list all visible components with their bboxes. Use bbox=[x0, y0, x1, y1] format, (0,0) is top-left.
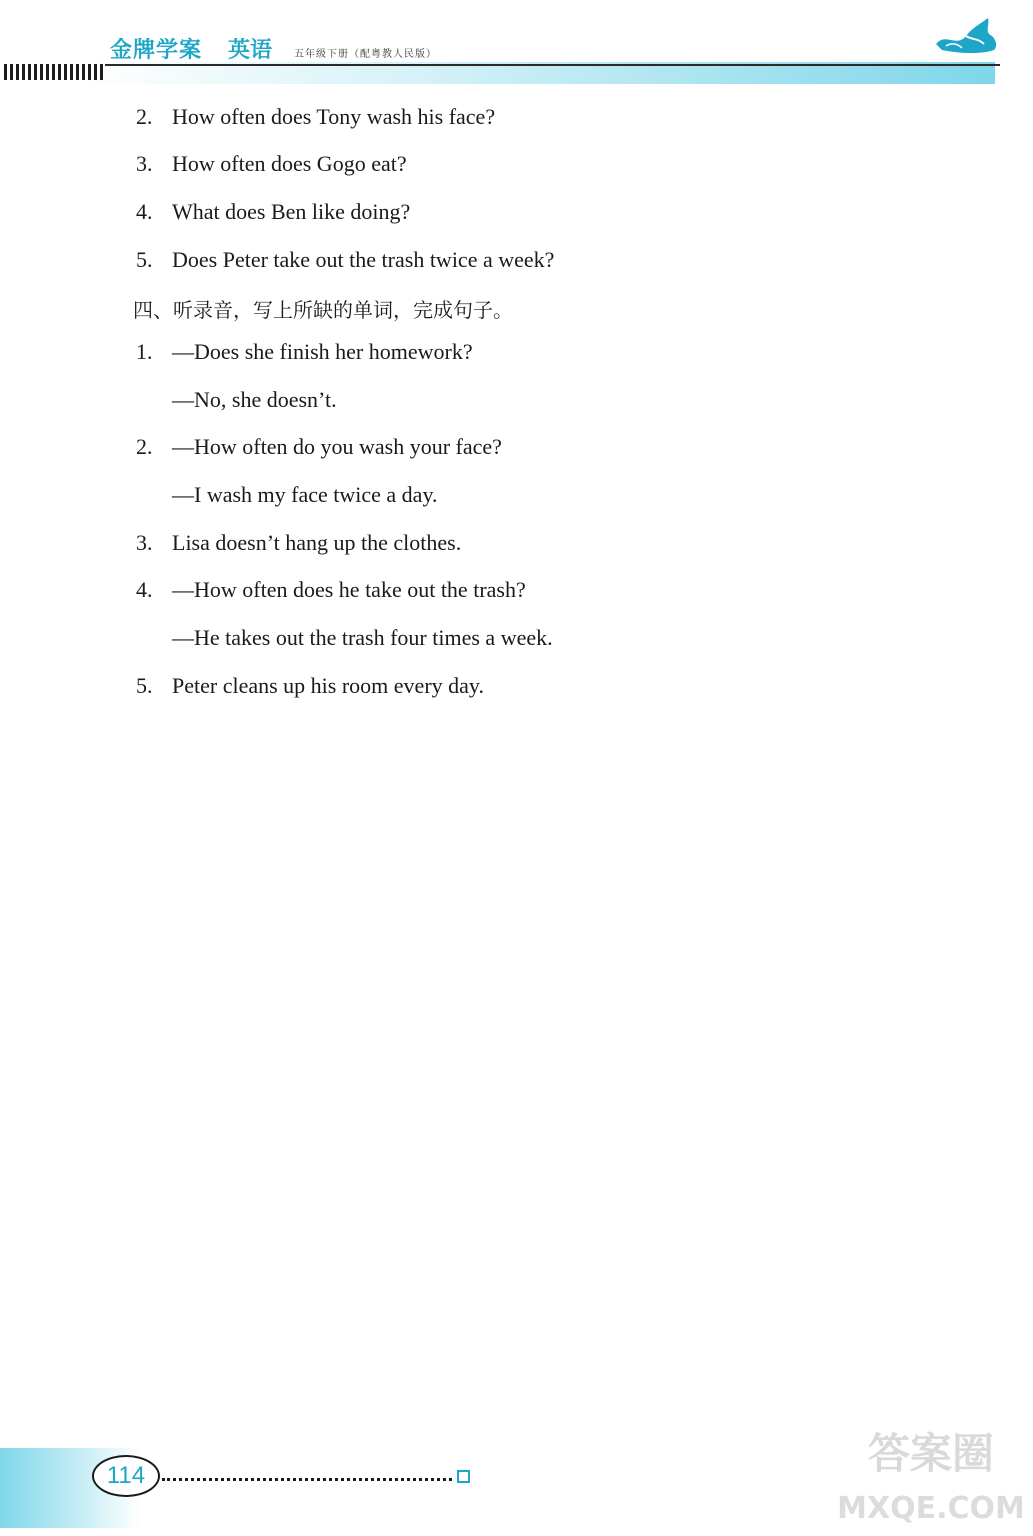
answer-line bbox=[136, 675, 484, 697]
answer-line bbox=[136, 627, 553, 649]
answer-number: 5. bbox=[136, 673, 153, 698]
question-text: Does Peter take out the trash twice a week? bbox=[172, 247, 555, 272]
question-text: How often does Tony wash his face? bbox=[172, 104, 496, 129]
answer-line bbox=[136, 532, 461, 554]
page-number-badge bbox=[92, 1455, 160, 1497]
question-item bbox=[136, 106, 495, 128]
answer-text: —Does she finish her homework? bbox=[172, 339, 473, 364]
watermark-logo bbox=[836, 1420, 1026, 1530]
section-heading: 四、听录音，写上所缺的单词，完成句子。 bbox=[133, 298, 513, 322]
header-rule bbox=[105, 64, 1000, 66]
header-barcode-decoration bbox=[4, 64, 104, 80]
book-subject: 英语 bbox=[228, 38, 273, 63]
question-item bbox=[136, 201, 410, 223]
question-text: How often does Gogo eat? bbox=[172, 151, 407, 176]
footer-square-icon bbox=[457, 1470, 470, 1483]
answer-text: —I wash my face twice a day. bbox=[172, 482, 438, 507]
question-number: 5. bbox=[136, 247, 153, 272]
answer-number: 4. bbox=[136, 577, 153, 602]
answer-line bbox=[136, 484, 438, 506]
answer-text: —How often does he take out the trash? bbox=[172, 577, 526, 602]
book-brand: 金牌学案 bbox=[110, 38, 203, 63]
answer-text: —How often do you wash your face? bbox=[172, 434, 502, 459]
question-item bbox=[136, 153, 407, 175]
book-edition: 五年级下册（配粤教人民版） bbox=[294, 49, 438, 60]
page-number: 114 bbox=[106, 1462, 146, 1489]
footer-dotted-rule bbox=[162, 1478, 452, 1481]
question-item bbox=[136, 249, 554, 271]
answer-number: 2. bbox=[136, 434, 153, 459]
answer-line bbox=[136, 436, 502, 458]
answer-number: 1. bbox=[136, 339, 153, 364]
answer-text: —He takes out the trash four times a week. bbox=[172, 625, 553, 650]
answer-text: Lisa doesn’t hang up the clothes. bbox=[172, 530, 462, 555]
question-number: 4. bbox=[136, 199, 153, 224]
running-header bbox=[110, 33, 437, 64]
svg-text:答案圈: 答案圈 bbox=[867, 1429, 995, 1478]
answer-line bbox=[136, 389, 337, 411]
svg-text:MXQE.COM: MXQE.COM bbox=[837, 1491, 1025, 1526]
answer-text: —No, she doesn’t. bbox=[172, 387, 337, 412]
answer-text: Peter cleans up his room every day. bbox=[172, 673, 484, 698]
question-text: What does Ben like doing? bbox=[172, 199, 411, 224]
answer-line bbox=[136, 579, 526, 601]
question-number: 2. bbox=[136, 104, 153, 129]
wave-logo-icon bbox=[932, 14, 1002, 64]
question-number: 3. bbox=[136, 151, 153, 176]
answer-line bbox=[136, 341, 473, 363]
answer-number: 3. bbox=[136, 530, 153, 555]
